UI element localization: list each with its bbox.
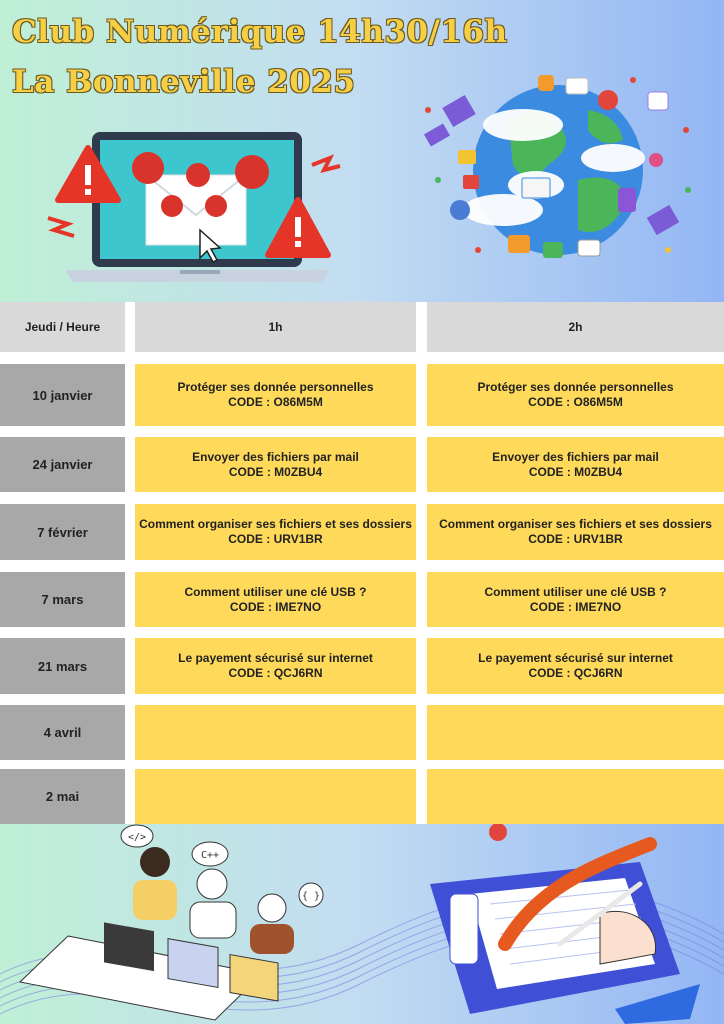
session-code: CODE : QCJ6RN [528, 666, 623, 680]
spark-icon [48, 218, 74, 236]
session-cell-empty [135, 705, 416, 760]
schedule-table [0, 302, 724, 824]
session-code: CODE : IME7NO [229, 599, 322, 614]
date-cell: 24 janvier [0, 437, 125, 492]
session-topic: Comment utiliser une clé USB ? [184, 584, 367, 599]
date-cell: 7 mars [0, 572, 125, 627]
session-code: CODE : M0ZBU4 [228, 464, 323, 479]
ball-icon [489, 824, 507, 841]
session-code: CODE : O86M5M [228, 395, 323, 409]
header-day-hour: Jeudi / Heure [0, 302, 125, 352]
sleeve-icon [615, 984, 700, 1024]
code-bubble-html: </> [127, 832, 147, 843]
session-cell [135, 364, 416, 426]
header-1h: 1h [135, 302, 416, 352]
session-topic: Comment utiliser une clé USB ? [484, 584, 667, 599]
session-cell-empty [427, 769, 724, 824]
session-topic: Envoyer des fichiers par mail [492, 449, 659, 464]
session-cell-empty [135, 769, 416, 824]
session-cell [427, 638, 724, 694]
date-cell: 7 février [0, 504, 125, 560]
session-cell [427, 572, 724, 627]
session-cell-empty [427, 705, 724, 760]
date-cell: 2 mai [0, 769, 125, 824]
spark-icon [312, 158, 340, 170]
footer [0, 824, 724, 1024]
session-topic: Comment organiser ses fichiers et ses dossiers [139, 517, 412, 531]
session-code: CODE : M0ZBU4 [528, 464, 623, 479]
session-code: CODE : URV1BR [528, 532, 623, 546]
session-cell [427, 437, 724, 492]
session-cell [427, 364, 724, 426]
date-cell: 4 avril [0, 705, 125, 760]
session-topic: Le payement sécurisé sur internet [478, 651, 673, 665]
satellite-icon [647, 205, 680, 235]
session-cell [427, 504, 724, 560]
session-cell [135, 572, 416, 627]
globe-network-illustration [418, 70, 698, 270]
laptop-icon [230, 955, 278, 1001]
person-icon [250, 924, 294, 954]
session-code: CODE : O86M5M [528, 395, 623, 409]
virus-laptop-illustration [40, 120, 350, 290]
laptop-icon [168, 939, 218, 988]
code-bubble-cpp: C++ [200, 850, 220, 861]
person-icon [190, 902, 236, 938]
session-topic: Protéger ses donnée personnelles [477, 380, 674, 394]
title-line-1: Club Numérique 14h30/16h [12, 14, 508, 50]
session-topic: Envoyer des fichiers par mail [192, 449, 359, 464]
person-icon [140, 847, 170, 877]
session-code: CODE : IME7NO [529, 599, 622, 614]
code-bubble-braces: { } [301, 891, 321, 902]
date-cell: 21 mars [0, 638, 125, 694]
footer-illustration [0, 824, 724, 1024]
satellite-icon [442, 95, 476, 127]
session-cell [135, 638, 416, 694]
drawing-tablet-illustration [430, 824, 700, 1024]
session-topic: Comment organiser ses fichiers et ses dossiers [439, 517, 712, 531]
session-code: CODE : URV1BR [228, 532, 323, 546]
session-code: CODE : QCJ6RN [228, 666, 323, 680]
header [0, 0, 724, 302]
date-cell: 10 janvier [0, 364, 125, 426]
session-topic: Le payement sécurisé sur internet [178, 651, 373, 665]
session-cell [135, 437, 416, 492]
title-line-2: La Bonneville 2025 [12, 64, 356, 100]
header-2h: 2h [427, 302, 724, 352]
session-topic: Protéger ses donnée personnelles [177, 380, 374, 394]
session-cell [135, 504, 416, 560]
